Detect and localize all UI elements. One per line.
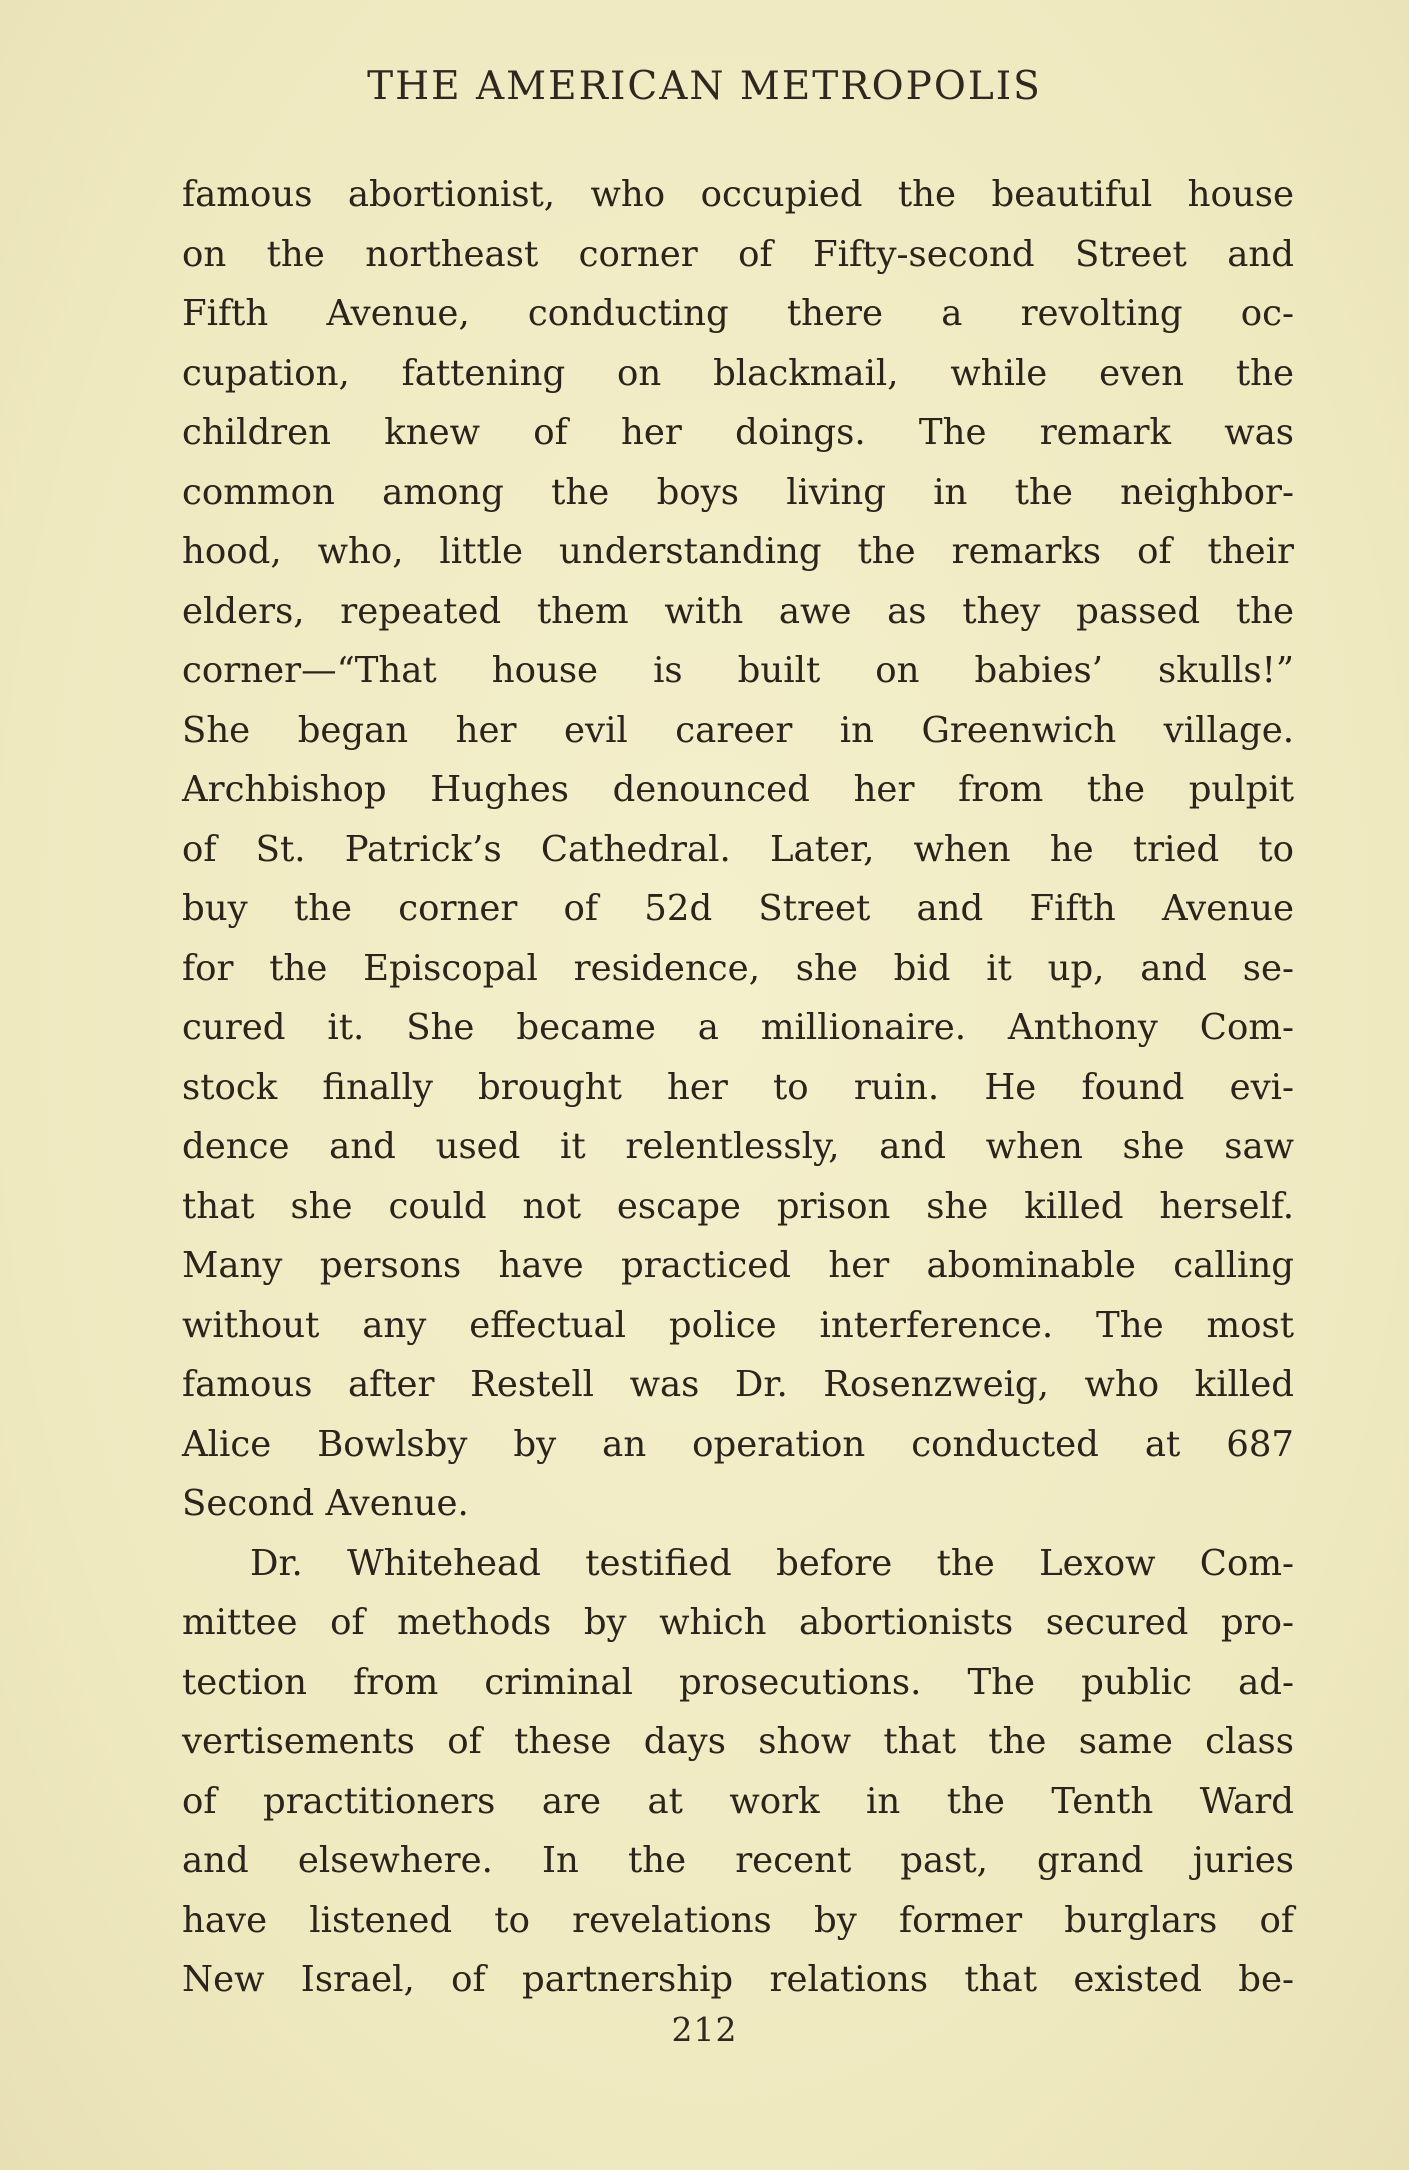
text-line: without any effectual police interference. The most (182, 1304, 1294, 1346)
text-line: Dr. Whitehead testified before the Lexow Com- (250, 1542, 1294, 1584)
text-line: mittee of methods by which abortionists secured pro- (182, 1602, 1294, 1643)
text-line: have listened to revelations by former burglars of (182, 1899, 1294, 1941)
text-line: elders, repeated them with awe as they passed the (182, 590, 1294, 632)
running-head: THE AMERICAN METROPOLIS (367, 64, 1042, 109)
text-line: tection from criminal prosecutions. The public ad- (182, 1661, 1294, 1703)
text-line: and elsewhere. In the recent past, grand juries (182, 1840, 1294, 1881)
text-line: Second Avenue. (182, 1483, 469, 1524)
text-line: Many persons have practiced her abominable calling (182, 1245, 1294, 1286)
text-line: famous after Restell was Dr. Rosenzweig, who killed (182, 1364, 1294, 1405)
text-line: Archbishop Hughes denounced her from the pulpit (182, 769, 1294, 810)
text-line: for the Episcopal residence, she bid it up, and se- (182, 947, 1294, 989)
text-line: cured it. She became a millionaire. Anthony Com- (182, 1007, 1294, 1048)
text-line: She began her evil career in Greenwich village. (182, 709, 1294, 751)
text-line: children knew of her doings. The remark was (182, 412, 1294, 453)
text-line: dence and used it relentlessly, and when she saw (182, 1126, 1294, 1167)
text-line: vertisements of these days show that the same class (182, 1721, 1294, 1762)
text-line: Alice Bowlsby by an operation conducted at 687 (182, 1423, 1294, 1465)
text-line: buy the corner of 52d Street and Fifth Avenue (182, 888, 1294, 929)
text-line: stock finally brought her to ruin. He found evi- (182, 1066, 1294, 1108)
body-text (182, 165, 1294, 2010)
paragraph (182, 165, 1294, 1534)
text-line: famous abortionist, who occupied the beautiful house (182, 174, 1294, 215)
text-line: corner—“That house is built on babies’ skulls!” (182, 650, 1294, 691)
text-line: that she could not escape prison she killed herself. (182, 1185, 1294, 1227)
page-number: 212 (671, 2010, 738, 2049)
text-line: Fifth Avenue, conducting there a revolting oc- (182, 293, 1294, 334)
paragraph (182, 1534, 1294, 2010)
text-line: of practitioners are at work in the Tenth Ward (182, 1780, 1294, 1822)
text-line: New Israel, of partnership relations that existed be- (182, 1959, 1294, 2000)
text-line: on the northeast corner of Fifty-second Street and (182, 233, 1294, 275)
text-line: of St. Patrick’s Cathedral. Later, when he tried to (182, 828, 1294, 870)
text-line: cupation, fattening on blackmail, while even the (182, 352, 1294, 394)
text-line: common among the boys living in the neighbor- (182, 471, 1294, 513)
text-line: hood, who, little understanding the remarks of their (182, 531, 1294, 572)
